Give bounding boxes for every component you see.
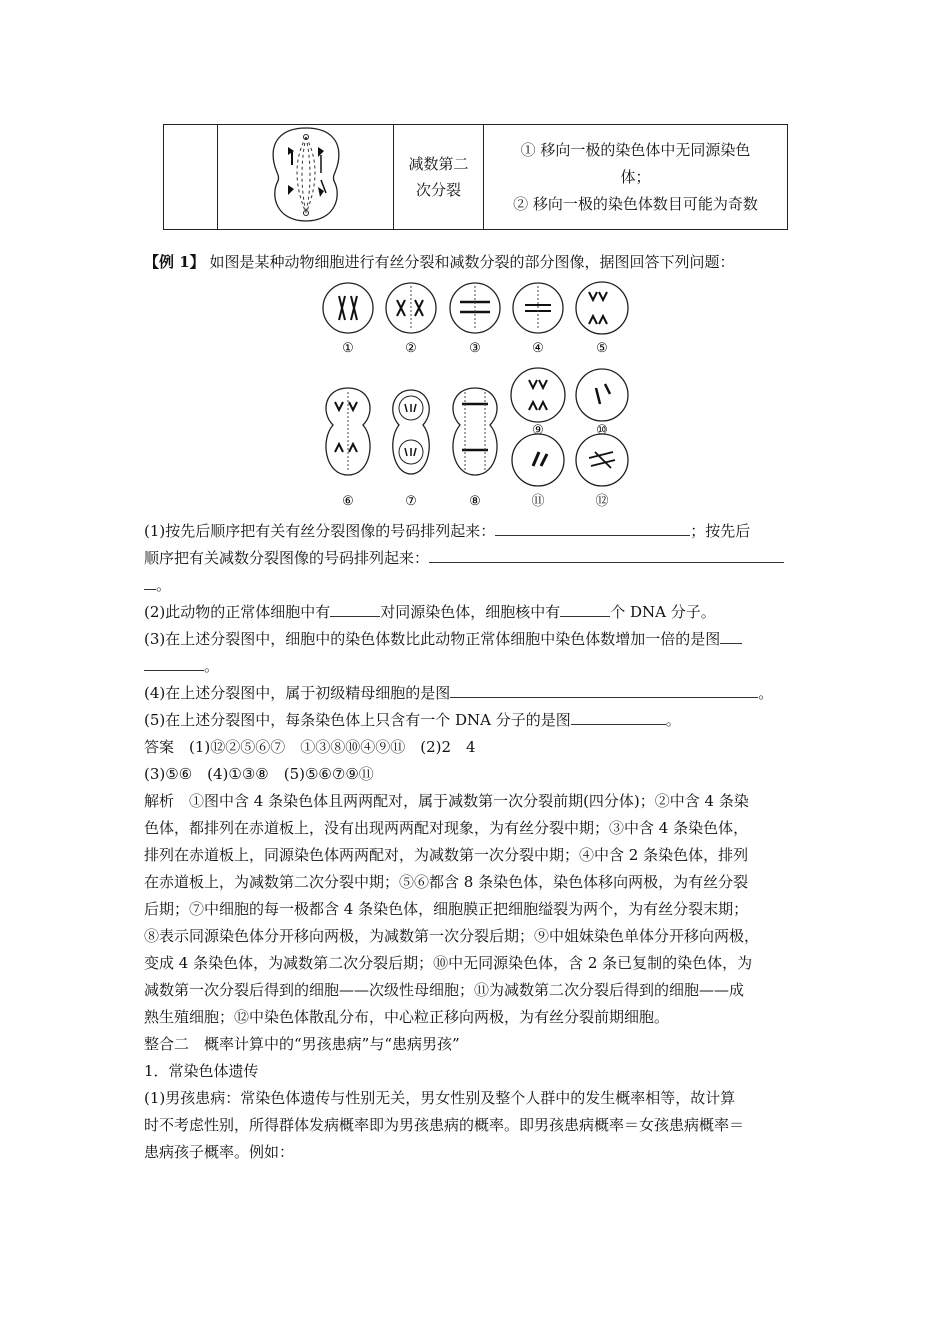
figure-label: ⑩ — [596, 423, 608, 438]
question-1-line-1 — [144, 518, 814, 545]
cell-4 — [513, 283, 563, 333]
analysis-line: 解析 ①图中含 4 条染色体且两两配对，属于减数第一次分裂前期(四分体)；②中含 4 条染 — [144, 792, 749, 810]
question-text: 。 — [758, 684, 774, 702]
paragraph-line: 时不考虑性别，所得群体发病概率即为男孩患病的概率。即男孩患病概率＝女孩患病概率＝ — [144, 1116, 745, 1134]
question-text: (5)在上述分裂图中，每条染色体上只含有一个 DNA 分子的是图 — [144, 711, 571, 729]
table-cell-empty — [164, 125, 218, 230]
answer-blank[interactable] — [144, 654, 204, 671]
question-text: 。 — [665, 711, 681, 729]
question-text: (2)此动物的正常体细胞中有 — [144, 603, 331, 621]
feature-line: ① 移向一极的染色体中无同源染色 — [520, 140, 751, 159]
answer-blank[interactable] — [144, 573, 156, 590]
cell-8 — [453, 388, 497, 475]
answer-blank[interactable] — [560, 600, 610, 617]
cell-1 — [323, 283, 373, 333]
cell-5 — [576, 282, 628, 334]
table-cell-features — [484, 125, 788, 230]
cell-11 — [512, 434, 564, 486]
analysis-line: ⑧表示同源染色体分开移向两极，为减数第一次分裂后期；⑨中姐妹染色单体分开移向两极， — [144, 927, 760, 945]
paragraph-line: 患病孩子概率。例如： — [144, 1143, 295, 1161]
meiosis-ii-cell-figure — [218, 125, 394, 225]
answer-blank[interactable] — [450, 681, 758, 698]
section-heading: 整合二 概率计算中的“男孩患病”与“患病男孩” — [144, 1035, 460, 1053]
example-intro-text: 如图是某种动物细胞进行有丝分裂和减数分裂的部分图像，据图回答下列问题： — [209, 253, 735, 271]
feature-line: 体； — [620, 167, 651, 186]
question-2 — [144, 599, 814, 626]
answer-blank[interactable] — [330, 600, 380, 617]
answer-line-1: 答案 (1)⑫②⑤⑥⑦ ①③⑧⑩④⑨⑪ (2)2 4 — [144, 738, 476, 756]
question-3-line-1 — [144, 626, 814, 653]
question-1-line-3 — [144, 572, 814, 599]
table-cell-figure — [218, 125, 394, 230]
example-intro — [144, 249, 814, 276]
paragraph-line: (1)男孩患病：常染色体遗传与性别无关，男女性别及整个人群中的发生概率相等，故计算 — [144, 1089, 736, 1107]
cell-10 — [576, 369, 628, 421]
cell-12 — [576, 434, 628, 486]
cell-2 — [386, 283, 436, 333]
answer-blank[interactable] — [571, 708, 666, 725]
figure-label: ② — [405, 341, 417, 356]
stage-line: 次分裂 — [415, 181, 461, 199]
analysis-line: 减数第一次分裂后得到的细胞——次级性母细胞；⑪为减数第二次分裂后得到的细胞——成 — [144, 981, 745, 999]
question-text: (1)按先后顺序把有关有丝分裂图像的号码排列起来： — [144, 522, 496, 540]
figure-label: ⑪ — [531, 494, 545, 509]
table-cell-stage — [394, 125, 484, 230]
question-1-line-2 — [144, 545, 814, 572]
question-text: 。 — [204, 657, 220, 675]
stage-line: 减数第二 — [408, 155, 469, 173]
section-subheading: 1．常染色体遗传 — [144, 1062, 259, 1080]
cell-7 — [393, 390, 429, 474]
figure-label: ⑨ — [532, 423, 544, 438]
analysis-line: 熟生殖细胞；⑫中染色体散乱分布，中心粒正移向两极，为有丝分裂前期细胞。 — [144, 1008, 670, 1026]
figure-label: ① — [342, 341, 354, 356]
analysis-line: 后期；⑦中细胞的每一极都含 4 条染色体，细胞膜正把细胞缢裂为两个，为有丝分裂末期； — [144, 900, 749, 918]
question-4 — [144, 680, 814, 707]
question-text: ；按先后 — [690, 522, 751, 540]
question-text: (3)在上述分裂图中，细胞中的染色体数比此动物正常体细胞中染色体数增加一倍的是图 — [144, 630, 721, 648]
analysis-line: 排列在赤道板上，同源染色体两两配对，为减数第一次分裂中期；④中含 2 条染色体，排列 — [144, 846, 749, 864]
analysis-line: 色体，都排列在赤道板上，没有出现两两配对现象，为有丝分裂中期；③中含 4 条染色体， — [144, 819, 749, 837]
question-text: 个 DNA 分子。 — [610, 603, 716, 621]
cell-3 — [450, 283, 500, 333]
answer-line-2: (3)⑤⑥ (4)①③⑧ (5)⑤⑥⑦⑨⑪ — [144, 765, 374, 783]
figure-label: ⑫ — [595, 494, 609, 509]
cell-division-figure — [315, 280, 645, 510]
analysis-line: 变成 4 条染色体，为减数第二次分裂后期；⑩中无同源染色体，含 2 条已复制的染色体，为 — [144, 954, 753, 972]
figure-label: ⑧ — [469, 494, 481, 509]
cell-6 — [326, 388, 370, 475]
figure-label: ③ — [469, 341, 481, 356]
questions — [144, 518, 814, 1166]
question-text: 。 — [156, 576, 172, 594]
figure-label: ⑦ — [405, 494, 417, 509]
figure-label: ④ — [532, 341, 544, 356]
question-5 — [144, 707, 814, 734]
answer-blank[interactable] — [720, 627, 742, 644]
analysis-line: 在赤道板上，为减数第二次分裂中期；⑤⑥都含 8 条染色体，染色体移向两极，为有丝分裂 — [144, 873, 749, 891]
question-text: (4)在上述分裂图中，属于初级精母细胞的是图 — [144, 684, 451, 702]
question-3-line-2 — [144, 653, 814, 680]
question-text: 顺序把有关减数分裂图像的号码排列起来： — [144, 549, 430, 567]
table-row — [164, 125, 788, 230]
answer-blank[interactable] — [495, 519, 690, 536]
question-text: 对同源染色体，细胞核中有 — [380, 603, 561, 621]
feature-line: ② 移向一极的染色体数目可能为奇数 — [513, 194, 758, 213]
answer-blank[interactable] — [429, 546, 784, 563]
meiosis-table — [163, 124, 788, 230]
figure-label: ⑥ — [342, 494, 354, 509]
figure-label: ⑤ — [596, 341, 608, 356]
cell-9 — [511, 368, 565, 422]
example-label: 【例 1】 — [144, 253, 205, 271]
